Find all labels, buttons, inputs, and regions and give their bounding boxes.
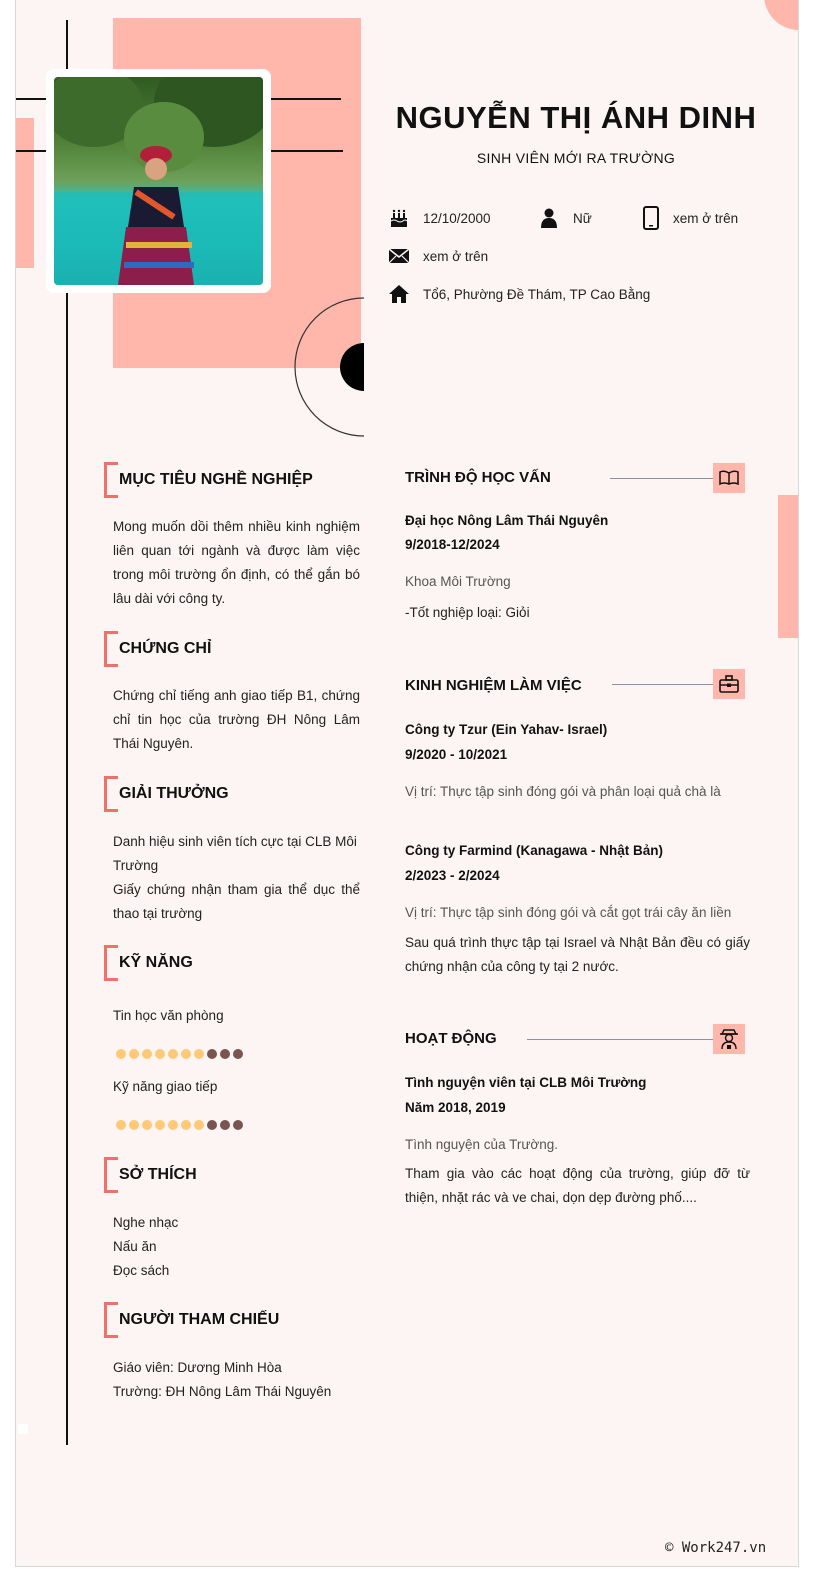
job-2-position: Vị trí: Thực tập sinh đóng gói và cắt gọt trái cây ăn liền <box>405 905 732 920</box>
awards-heading: GIẢI THƯỞNG <box>104 776 229 812</box>
rating-dot <box>155 1049 165 1059</box>
certificates-heading: CHỨNG CHỈ <box>104 631 211 667</box>
activities-divider <box>527 1039 715 1040</box>
corner-pink-circle <box>764 0 799 30</box>
job-2-period: 2/2023 - 2/2024 <box>405 868 500 883</box>
gender-value: Nữ <box>573 210 592 226</box>
skill-rating-1 <box>116 1049 243 1059</box>
skills-heading: KỸ NĂNG <box>104 945 193 981</box>
rating-dot <box>207 1049 217 1059</box>
left-pink-strip <box>16 118 34 268</box>
profile-photo <box>54 77 263 285</box>
job-2-company: Công ty Farmind (Kanagawa - Nhật Bản) <box>405 843 664 858</box>
hobby-item-1: Nghe nhạc <box>113 1215 179 1230</box>
rating-dot <box>194 1120 204 1130</box>
right-pink-strip <box>778 495 798 638</box>
rating-dot <box>220 1049 230 1059</box>
rating-dot <box>168 1120 178 1130</box>
rating-dot <box>181 1120 191 1130</box>
book-icon <box>719 470 739 486</box>
gender-info <box>539 208 592 228</box>
activity-org: Tình nguyện của Trường. <box>405 1137 558 1152</box>
experience-heading: KINH NGHIỆM LÀM VIỆC <box>405 677 582 694</box>
award-item-1: Danh hiệu sinh viên tích cực tại CLB Môi Trường <box>113 834 357 873</box>
rating-dot <box>168 1049 178 1059</box>
skill-rating-2 <box>116 1120 243 1130</box>
award-item-2: Giấy chứng nhận tham gia thể dục thể thao tại trường <box>113 882 360 921</box>
phone-value: xem ở trên <box>673 210 739 226</box>
activity-period: Năm 2018, 2019 <box>405 1100 506 1115</box>
rating-dot <box>116 1120 126 1130</box>
job-2-note: Sau quá trình thực tập tại Israel và Nhật Bản đều có giấy chứng nhận của công ty tại 2 nước. <box>405 935 750 974</box>
rating-dot <box>129 1120 139 1130</box>
address-value: Tổ6, Phường Đề Thám, TP Cao Bằng <box>423 286 651 302</box>
education-faculty: Khoa Môi Trường <box>405 574 511 589</box>
reference-teacher: Giáo viên: Dương Minh Hòa <box>113 1360 282 1375</box>
rating-dot <box>116 1049 126 1059</box>
rating-dot <box>207 1120 217 1130</box>
references-heading: NGƯỜI THAM CHIẾU <box>104 1302 279 1338</box>
rating-dot <box>220 1120 230 1130</box>
hobbies-heading: SỞ THÍCH <box>104 1157 197 1193</box>
white-notch <box>18 1424 28 1434</box>
rating-dot <box>233 1049 243 1059</box>
volunteer-person-icon <box>719 1028 739 1050</box>
job-title: SINH VIÊN MỚI RA TRƯỜNG <box>476 150 676 166</box>
skill-label-2: Kỹ năng giao tiếp <box>113 1079 218 1094</box>
hobby-item-2: Nấu ăn <box>113 1239 157 1254</box>
home-icon <box>389 285 409 303</box>
rating-dot <box>142 1049 152 1059</box>
envelope-icon <box>389 248 409 264</box>
activity-text: Tham gia vào các hoạt động của trường, giúp đỡ từ thiện, nhặt rác và ve chai, dọn dẹp đường phố.... <box>405 1166 750 1205</box>
rating-dot <box>155 1120 165 1130</box>
birthday-value: 12/10/2000 <box>423 210 491 226</box>
education-icon-badge <box>713 463 745 493</box>
person-icon <box>539 208 559 228</box>
phone-info <box>643 206 738 230</box>
email-info <box>389 248 488 264</box>
education-divider <box>610 478 715 479</box>
objective-text: Mong muốn dồi thêm nhiều kinh nghiệm liên quan tới ngành và được làm việc trong môi trường ổn định, có thể gắn bó lâu dài với công ty. <box>113 519 360 606</box>
experience-divider <box>612 684 715 685</box>
job-1-position: Vị trí: Thực tập sinh đóng gói và phân loại quả chà là <box>405 784 721 799</box>
education-period: 9/2018-12/2024 <box>405 537 500 552</box>
education-result: -Tốt nghiệp loại: Giỏi <box>405 605 530 620</box>
experience-icon-badge <box>713 669 745 699</box>
reference-school: Trường: ĐH Nông Lâm Thái Nguyên <box>113 1384 332 1399</box>
briefcase-icon <box>719 675 739 693</box>
rating-dot <box>181 1049 191 1059</box>
candidate-name: NGUYỄN THỊ ÁNH DINH <box>395 100 757 135</box>
education-heading: TRÌNH ĐỘ HỌC VẤN <box>405 469 551 486</box>
education-school: Đại học Nông Lâm Thái Nguyên <box>405 513 609 528</box>
rating-dot <box>129 1049 139 1059</box>
birthday-cake-icon <box>389 208 409 228</box>
profile-photo-frame <box>46 69 271 293</box>
address-info <box>389 285 650 303</box>
cv-sheet <box>15 0 799 1567</box>
objective-heading: MỤC TIÊU NGHỀ NGHIỆP <box>104 462 313 498</box>
birthday-info <box>389 208 491 228</box>
rating-dot <box>142 1120 152 1130</box>
rating-dot <box>194 1049 204 1059</box>
activities-icon-badge <box>713 1024 745 1054</box>
skill-label-1: Tin học văn phòng <box>113 1008 224 1023</box>
job-1-company: Công ty Tzur (Ein Yahav- Israel) <box>405 722 608 737</box>
certificates-text: Chứng chỉ tiếng anh giao tiếp B1, chứng chỉ tin học của trường ĐH Nông Lâm Thái Nguyên. <box>113 688 360 751</box>
copyright-footer: © Work247.vn <box>665 1540 767 1556</box>
deco-circle <box>286 295 364 440</box>
email-value: xem ở trên <box>423 248 489 264</box>
phone-icon <box>643 206 659 230</box>
rating-dot <box>233 1120 243 1130</box>
activity-role: Tình nguyện viên tại CLB Môi Trường <box>405 1075 647 1090</box>
job-1-period: 9/2020 - 10/2021 <box>405 747 508 762</box>
hobby-item-3: Đọc sách <box>113 1263 170 1278</box>
activities-heading: HOẠT ĐỘNG <box>405 1030 497 1047</box>
